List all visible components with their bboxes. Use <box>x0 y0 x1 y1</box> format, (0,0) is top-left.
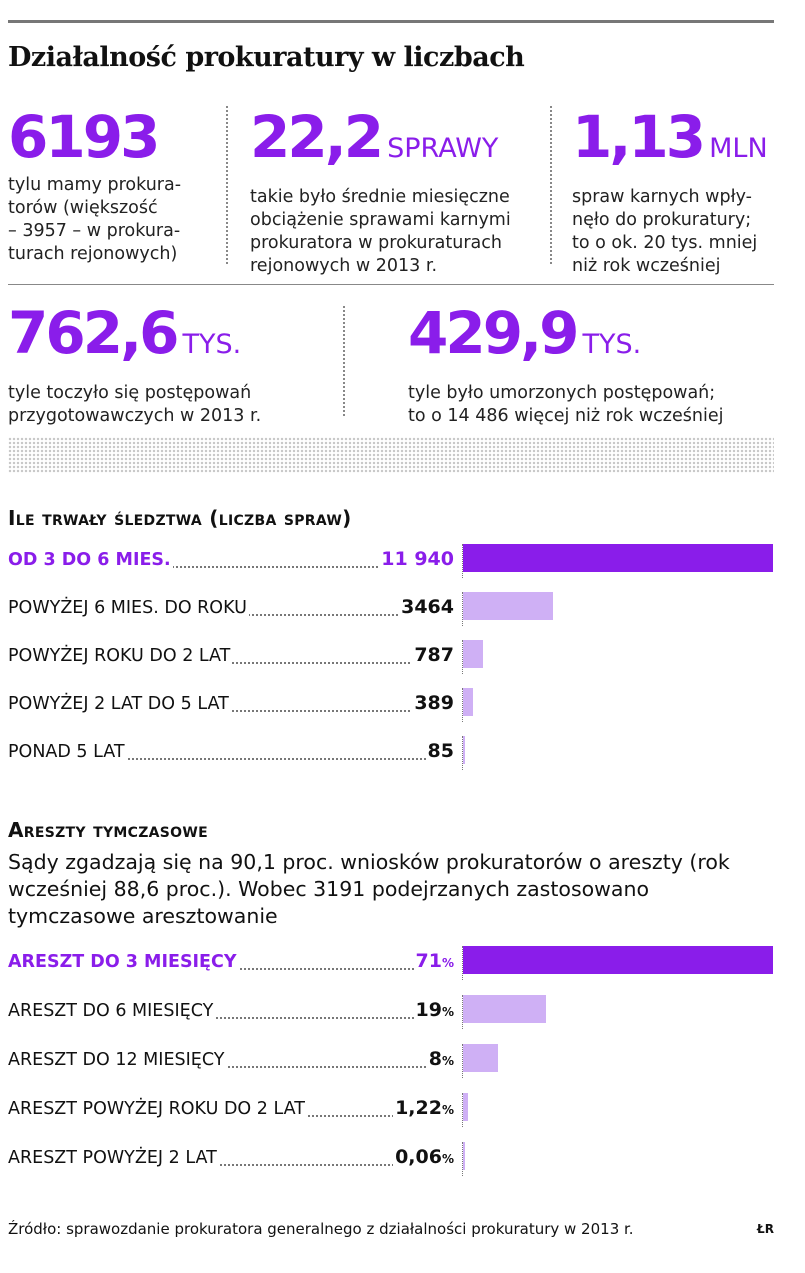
stat-value: 1,13 MLN <box>572 103 768 171</box>
bar-label: ARESZT POWYŻEJ ROKU DO 2 LAT <box>8 1099 305 1119</box>
bar-value <box>399 596 454 618</box>
bar-label: PONAD 5 LAT <box>8 742 125 762</box>
bar-value-number: 389 <box>414 692 454 714</box>
stat-value: 429,9 TYS. <box>408 299 642 367</box>
divider <box>226 106 228 264</box>
bar-value-number: 0,06 <box>395 1146 442 1168</box>
bar-row <box>8 1142 774 1176</box>
bar-value-number: 71 <box>415 950 442 972</box>
bar-value <box>412 692 454 714</box>
bar-label: POWYŻEJ ROKU DO 2 LAT <box>8 646 231 666</box>
stat-proceedings <box>8 299 328 428</box>
bar-value <box>393 1097 454 1119</box>
bar-row <box>8 1044 774 1078</box>
bar-label: OD 3 DO 6 MIES. <box>8 550 171 570</box>
bar-row <box>8 640 774 674</box>
bar <box>463 995 546 1023</box>
bar-value-unit: % <box>441 1005 454 1019</box>
bar-value-unit: % <box>441 1054 454 1068</box>
bar-value-number: 3464 <box>401 596 454 618</box>
bar-row <box>8 592 774 626</box>
bar-row <box>8 736 774 770</box>
stat-discontinued <box>408 299 774 428</box>
bar <box>463 1044 498 1072</box>
bar-value <box>393 1146 454 1168</box>
bar-value <box>412 644 454 666</box>
detention-note: Sądy zgadzają się na 90,1 proc. wniosków prokuratorów o areszty (rok wcześniej 88,6 proc.). Wobec 3191 podejrzanych zastosowano tymczasowe aresztowanie <box>8 850 730 928</box>
bar-value <box>414 950 454 972</box>
bar-value-unit: % <box>441 956 454 970</box>
bar-value-number: 11 940 <box>381 548 454 570</box>
stat-criminal-cases <box>572 103 777 278</box>
bar-value-number: 787 <box>414 644 454 666</box>
stat-prosecutors <box>8 103 213 266</box>
bar-label: ARESZT POWYŻEJ 2 LAT <box>8 1148 217 1168</box>
stat-unit: TYS. <box>582 329 642 360</box>
top-rule <box>8 20 774 23</box>
stat-desc: tyle toczyło się postępowań przygotowawczych w 2013 r. <box>8 383 262 426</box>
bar <box>463 640 483 668</box>
bar-value-number: 19 <box>415 999 442 1021</box>
bar-value <box>379 548 454 570</box>
section-title-investigations: Ile trwały śledztwa (liczba spraw) <box>8 506 352 530</box>
bar-value <box>414 999 454 1021</box>
bar-row <box>8 946 774 980</box>
stat-caseload <box>250 103 540 278</box>
bar-value-number: 8 <box>428 1048 442 1070</box>
bar <box>463 688 473 716</box>
hatch-band <box>8 437 774 473</box>
stat-desc: tyle było umorzonych postępowań; to o 14 486 więcej niż rok wcześniej <box>408 383 724 426</box>
bar-label: ARESZT DO 3 MIESIĘCY <box>8 952 237 972</box>
stat-desc: spraw karnych wpły- nęło do prokuratury; to o ok. 20 tys. mniej niż rok wcześniej <box>572 187 758 276</box>
bar-value-unit: % <box>441 1152 454 1166</box>
bar <box>463 946 773 974</box>
bar <box>463 544 773 572</box>
section-title-detention: Areszty tymczasowe <box>8 818 208 842</box>
bar-value <box>427 1048 454 1070</box>
bar-row <box>8 1093 774 1127</box>
stat-unit: TYS. <box>182 329 242 360</box>
bar-label: POWYŻEJ 6 MIES. DO ROKU <box>8 598 247 618</box>
bar-value <box>426 740 454 762</box>
stat-value: 22,2 SPRAWY <box>250 103 499 171</box>
bar-row <box>8 995 774 1029</box>
bar-value-number: 1,22 <box>395 1097 442 1119</box>
bar-label: ARESZT DO 6 MIESIĘCY <box>8 1001 214 1021</box>
stat-desc: tylu mamy prokura- torów (większość – 3957 – w prokura- turach rejonowych) <box>8 175 182 264</box>
bar-value-number: 85 <box>427 740 454 762</box>
stat-value: 762,6 TYS. <box>8 299 242 367</box>
bar-label: ARESZT DO 12 MIESIĘCY <box>8 1050 225 1070</box>
source-note: Źródło: sprawozdanie prokuratora generalnego z działalności prokuratury w 2013 r. <box>8 1220 634 1238</box>
brand-mark: ŁR <box>757 1222 774 1236</box>
divider <box>550 106 552 264</box>
bar-label: POWYŻEJ 2 LAT DO 5 LAT <box>8 694 229 714</box>
bar <box>463 592 553 620</box>
bar <box>463 1142 465 1170</box>
stat-unit: MLN <box>709 133 768 164</box>
divider <box>343 306 345 416</box>
separator <box>8 284 774 285</box>
stat-desc: takie było średnie miesięczne obciążenie sprawami karnymi prokuratora w prokuraturach rejonowych w 2013 r. <box>250 187 511 276</box>
page-title: Działalność prokuratury w liczbach <box>8 42 525 73</box>
stat-value: 6193 <box>8 103 158 171</box>
bar <box>463 736 465 764</box>
bar-row <box>8 544 774 578</box>
bar <box>463 1093 468 1121</box>
bar-value-unit: % <box>441 1103 454 1117</box>
bar-row <box>8 688 774 722</box>
stat-unit: SPRAWY <box>387 133 499 164</box>
